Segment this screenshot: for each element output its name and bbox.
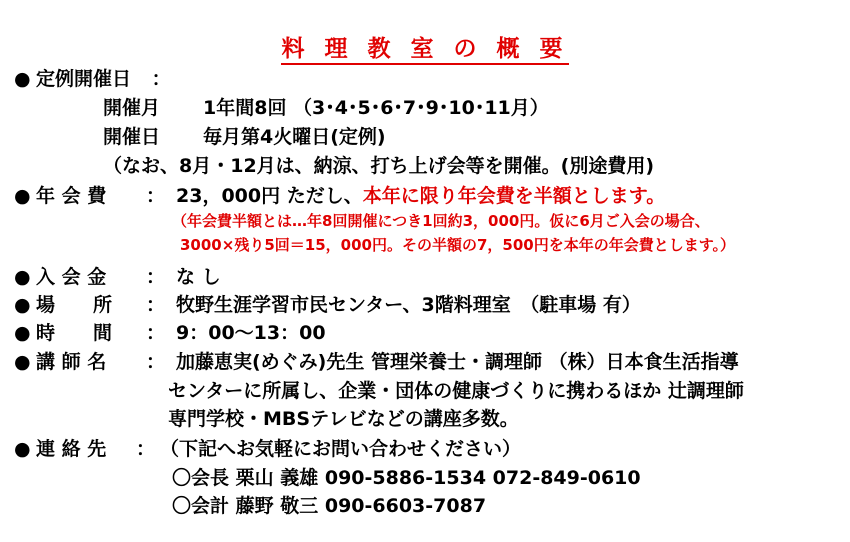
teirei-day-row xyxy=(103,124,386,150)
bullet-icon: ● xyxy=(14,322,31,344)
time-row xyxy=(14,320,326,346)
teirei-day-value: 毎月第4火曜日(定例) xyxy=(203,126,386,148)
entry-value: な し xyxy=(176,266,221,288)
bullet-icon: ● xyxy=(14,68,31,90)
place-label: 場 所 xyxy=(36,294,113,316)
contact-colon: ： xyxy=(136,438,156,460)
teirei-month-row xyxy=(103,95,549,121)
fee-highlight: 本年に限り年会費を半額とします。 xyxy=(362,185,666,207)
contact-line-1: 〇会長 栗山 義雄 090-5886-1534 072-849-0610 xyxy=(172,467,641,489)
teirei-row xyxy=(14,66,171,92)
entry-row xyxy=(14,264,221,290)
teacher-row xyxy=(14,349,739,375)
teacher-line-2: センターに所属し、企業・団体の健康づくりに携わるほか 辻調理師 xyxy=(168,380,744,402)
bullet-icon: ● xyxy=(14,438,31,460)
fee-label: 年 会 費 xyxy=(36,185,107,207)
teacher-label: 講 師 名 xyxy=(36,351,107,373)
fee-row xyxy=(14,183,665,209)
entry-colon: ： xyxy=(146,266,166,288)
bullet-icon: ● xyxy=(14,351,31,373)
teirei-label: 定例開催日 xyxy=(36,68,132,90)
time-colon: ： xyxy=(146,322,166,344)
place-row xyxy=(14,292,641,318)
bullet-icon: ● xyxy=(14,294,31,316)
teacher-line-1: 加藤恵実(めぐみ)先生 管理栄養士・調理師 （株）日本食生活指導 xyxy=(176,351,739,373)
teacher-line-3: 専門学校・MBSテレビなどの講座多数。 xyxy=(168,408,519,430)
bullet-icon: ● xyxy=(14,266,31,288)
contact-intro: （下記へお気軽にお問い合わせください） xyxy=(160,438,522,460)
teirei-month-value: 1年間8回 （3･4･5･6･7･9･10･11月） xyxy=(203,97,549,119)
fee-value: 23，000円 ただし、 xyxy=(176,185,363,207)
place-value: 牧野生涯学習市民センター、3階料理室 （駐車場 有） xyxy=(176,294,641,316)
contact-label: 連 絡 先 xyxy=(36,438,107,460)
fee-note-2: 3000×残り5回＝15，000円。その半額の7，500円を本年の年会費とします。） xyxy=(180,236,735,254)
contact-row xyxy=(14,436,521,462)
bullet-icon: ● xyxy=(14,185,31,207)
fee-note-1: （年会費半額とは…年8回開催につき1回約3，000円。仮に6月ご入会の場合、 xyxy=(172,212,710,230)
contact-line-2: 〇会計 藤野 敬三 090-6603-7087 xyxy=(172,495,487,517)
fee-colon: ： xyxy=(146,185,166,207)
page-title: 料 理 教 室 の 概 要 xyxy=(0,34,850,64)
teirei-colon: ： xyxy=(151,68,171,90)
time-value: 9：00～13：00 xyxy=(176,322,326,344)
teirei-note: （なお、8月・12月は、納涼、打ち上げ会等を開催。(別途費用) xyxy=(103,155,655,177)
teirei-month-label: 開催月 xyxy=(103,97,161,119)
time-label: 時 間 xyxy=(36,322,113,344)
place-colon: ： xyxy=(146,294,166,316)
entry-label: 入 会 金 xyxy=(36,266,107,288)
teacher-colon: ： xyxy=(146,351,166,373)
teirei-day-label: 開催日 xyxy=(103,126,161,148)
